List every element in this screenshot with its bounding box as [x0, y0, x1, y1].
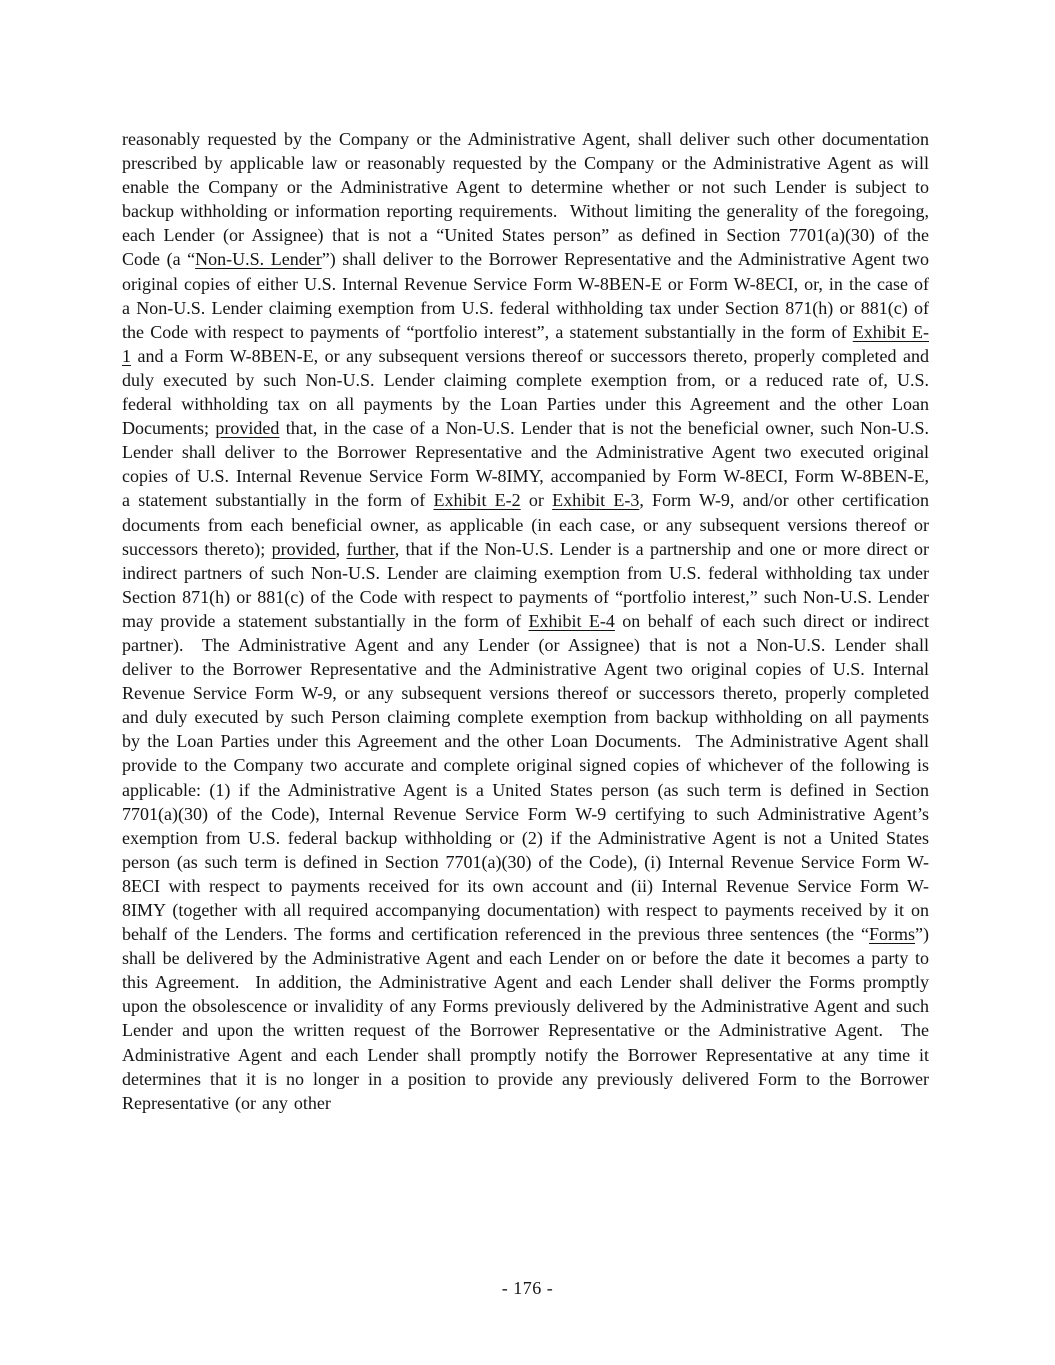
underlined-term: Non-U.S. Lender [195, 249, 322, 270]
text-segment: that, in the case of a Non-U.S. Lender that is not the beneficial owner, such Non-U.S. Lender shall deliver to the Borrower Representative and the Administrative Agent two executed original copies of U.S. Internal Revenue Service Form W-8IMY, accompanied by Form W-8ECI, Form W-8BEN-E, a statement substantially in the form of [122, 418, 929, 511]
underlined-term: further [346, 538, 395, 559]
underlined-term: Forms [869, 924, 916, 945]
text-segment: ”) shall be delivered by the Administrative Agent and each Lender on or before the date it becomes a party to this Agreement. In addition, the Administrative Agent and each Lender shall deliver the Forms promptly upon the obsolescence or invalidity of any Forms previously delivered by the Administrative Agent and such Lender and upon the written request of the Borrower Representative or the Administrative Agent. The Administrative Agent and each Lender shall promptly notify the Borrower Representative at any time it determines that it is no longer in a position to provide any previously delivered Form to the Borrower Representative (or any other [122, 924, 929, 1113]
text-segment: and a Form W-8BEN-E, or any subsequent versions thereof or successors thereto, properly completed and duly executed by such Non-U.S. Lender claiming complete exemption from, or a reduced rate of, U.S. federal withholding tax on all payments by the Loan Parties under this Agreement and the other Loan Documents; [122, 345, 929, 439]
body-paragraph [122, 127, 929, 1115]
text-segment: or [520, 490, 553, 511]
underlined-term: Exhibit E-1 [122, 321, 929, 366]
underlined-term: Exhibit E-2 [433, 490, 521, 511]
text-segment: , [335, 538, 347, 559]
underlined-term: provided [271, 538, 336, 559]
text-segment: , that if the Non-U.S. Lender is a partnership and one or more direct or indirect partners of such Non-U.S. Lender are claiming exemption from U.S. federal withholding tax under Section 871(h) or 881(c) of the Code with respect to payments of “portfolio interest,” such Non-U.S. Lender may provide a statement substantially in the form of [122, 538, 930, 631]
text-segment: , Form W-9, and/or other certification documents from each beneficial owner, as applicable (in each case, or any subsequent versions thereof or successors thereto); [122, 490, 930, 559]
underlined-term: Exhibit E-4 [528, 610, 615, 631]
text-segment: ”) shall deliver to the Borrower Representative and the Administrative Agent two original copies of either U.S. Internal Revenue Service Form W-8BEN-E or Form W-8ECI, or, in the case of a Non-U.S. Lender claiming exemption from U.S. federal withholding tax under Section 871(h) or 881(c) of the Code with respect to payments of “portfolio interest”, a statement substantially in the form of [122, 249, 929, 342]
underlined-term: Exhibit E-3 [552, 490, 640, 511]
text-segment: reasonably requested by the Company or the Administrative Agent, shall deliver such other documentation prescribed by applicable law or reasonably requested by the Company or the Administrative Agent as will enable the Company or the Administrative Agent to determine whether or not such Lender is subject to backup withholding or information reporting requirements. Without limiting the generality of the foregoing, each Lender (or Assignee) that is not a “United States person” as defined in Section 7701(a)(30) of the Code (a “ [122, 129, 929, 270]
text-segment: on behalf of each such direct or indirect partner). The Administrative Agent and any Lender (or Assignee) that is not a Non-U.S. Lender shall deliver to the Borrower Representative and the Administrative Agent two original copies of U.S. Internal Revenue Service Form W-9, or any subsequent versions thereof or successors thereto, properly completed and duly executed by such Person claiming complete exemption from backup withholding on all payments by the Loan Parties under this Agreement and the other Loan Documents. The Administrative Agent shall provide to the Company two accurate and complete original signed copies of whichever of the following is applicable: (1) if the Administrative Agent is a United States person (as such term is defined in Section 7701(a)(30) of the Code), Internal Revenue Service Form W-9 certifying to such Administrative Agent’s exemption from U.S. federal backup withholding or (2) if the Administrative Agent is not a United States person (as such term is defined in Section 7701(a)(30) of the Code), (i) Internal Revenue Service Form W-8ECI with respect to payments received for its own account and (ii) Internal Revenue Service Form W-8IMY (together with all required accompanying documentation) with respect to payments received by it on behalf of the Lenders. The forms and certification referenced in the previous three sentences (the “ [122, 610, 929, 945]
underlined-term: provided [215, 418, 280, 439]
page-number: - 176 - [501, 1278, 554, 1298]
